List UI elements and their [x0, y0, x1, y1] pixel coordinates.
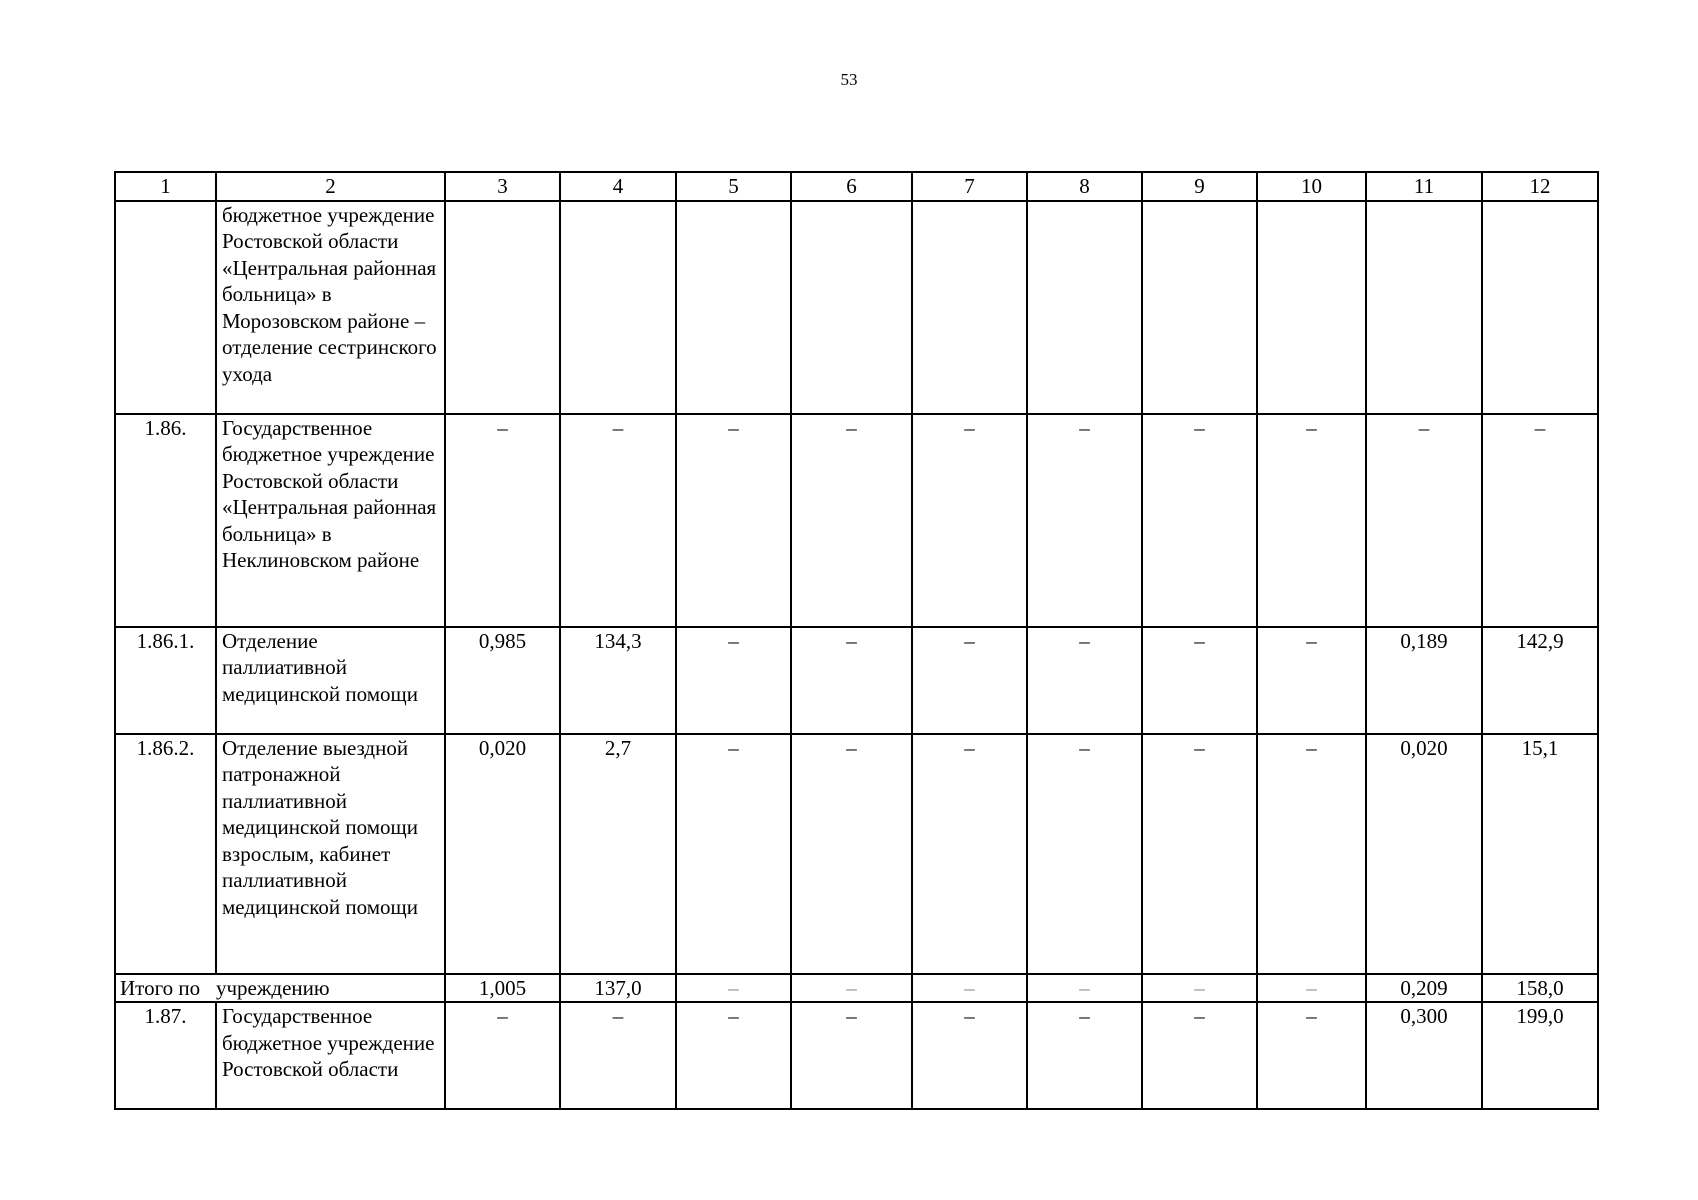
value-cell: –: [1142, 414, 1257, 627]
header-cell: 5: [676, 172, 791, 201]
total-value: 137,0: [560, 974, 676, 1003]
total-label-cont: учреждению: [216, 974, 445, 1003]
total-value: [1027, 974, 1142, 1003]
value-cell: 0,189: [1366, 627, 1482, 734]
value-cell: –: [676, 1002, 791, 1109]
row-number: 1.86.1.: [115, 627, 216, 734]
table-row: [115, 414, 1598, 627]
value-cell: –: [445, 1002, 560, 1109]
header-row: [115, 172, 1598, 201]
value-cell: –: [676, 627, 791, 734]
value-cell: –: [1482, 414, 1598, 627]
value-cell: –: [912, 414, 1027, 627]
header-cell: 4: [560, 172, 676, 201]
value-cell: –: [1257, 1002, 1366, 1109]
row-number: [115, 201, 216, 414]
data-table: [114, 171, 1599, 1110]
value-cell: 199,0: [1482, 1002, 1598, 1109]
total-value: [912, 974, 1027, 1003]
value-cell: –: [912, 734, 1027, 974]
page-number: 53: [840, 70, 858, 89]
total-value-text: –: [846, 975, 857, 1000]
institution-name: Государственное бюджетное учреждение Ростовской области: [216, 1002, 445, 1109]
value-cell: 0,020: [1366, 734, 1482, 974]
value-cell: 142,9: [1482, 627, 1598, 734]
header-cell: 11: [1366, 172, 1482, 201]
value-cell: –: [1142, 1002, 1257, 1109]
total-value: 0,209: [1366, 974, 1482, 1003]
value-cell: –: [912, 627, 1027, 734]
total-value: 1,005: [445, 974, 560, 1003]
header-cell: 7: [912, 172, 1027, 201]
value-cell: –: [1257, 414, 1366, 627]
header-cell: 2: [216, 172, 445, 201]
value-cell: –: [560, 1002, 676, 1109]
value-cell: [791, 201, 912, 414]
value-cell: –: [1257, 627, 1366, 734]
header-cell: 3: [445, 172, 560, 201]
total-label: Итого по: [115, 974, 216, 1003]
total-value: [791, 974, 912, 1003]
total-row: [115, 974, 1598, 1003]
value-cell: [676, 201, 791, 414]
institution-name: бюджетное учреждение Ростовской области «Центральная районная больница» в Морозовском районе – отделение сестринского ухода: [216, 201, 445, 414]
value-cell: –: [791, 414, 912, 627]
value-cell: [912, 201, 1027, 414]
value-cell: 134,3: [560, 627, 676, 734]
total-value: [1142, 974, 1257, 1003]
row-number: 1.86.: [115, 414, 216, 627]
value-cell: [1027, 201, 1142, 414]
value-cell: –: [1027, 414, 1142, 627]
table-row: [115, 734, 1598, 974]
value-cell: –: [1027, 734, 1142, 974]
value-cell: [1366, 201, 1482, 414]
table-row: [115, 1002, 1598, 1109]
value-cell: –: [676, 734, 791, 974]
total-value: 158,0: [1482, 974, 1598, 1003]
department-name: Отделение паллиативной медицинской помощи: [216, 627, 445, 734]
department-name: Отделение выездной патронажной паллиативной медицинской помощи взрослым, кабинет паллиативной медицинской помощи: [216, 734, 445, 974]
value-cell: –: [445, 414, 560, 627]
value-cell: 2,7: [560, 734, 676, 974]
total-value-text: –: [1306, 975, 1317, 1000]
value-cell: –: [1027, 1002, 1142, 1109]
total-value-text: –: [1079, 975, 1090, 1000]
value-cell: –: [791, 1002, 912, 1109]
value-cell: 15,1: [1482, 734, 1598, 974]
value-cell: 0,020: [445, 734, 560, 974]
value-cell: –: [676, 414, 791, 627]
value-cell: [1257, 201, 1366, 414]
value-cell: [1482, 201, 1598, 414]
value-cell: –: [1142, 734, 1257, 974]
value-cell: –: [791, 627, 912, 734]
value-cell: –: [1142, 627, 1257, 734]
total-value-text: –: [728, 975, 739, 1000]
header-cell: 1: [115, 172, 216, 201]
header-cell: 12: [1482, 172, 1598, 201]
value-cell: –: [560, 414, 676, 627]
value-cell: –: [1366, 414, 1482, 627]
total-value: [1257, 974, 1366, 1003]
table-row: [115, 627, 1598, 734]
header-cell: 9: [1142, 172, 1257, 201]
value-cell: 0,985: [445, 627, 560, 734]
value-cell: –: [1257, 734, 1366, 974]
value-cell: –: [791, 734, 912, 974]
institution-name: Государственное бюджетное учреждение Ростовской области «Центральная районная больница» в Неклиновском районе: [216, 414, 445, 627]
total-value-text: –: [1194, 975, 1205, 1000]
header-cell: 10: [1257, 172, 1366, 201]
value-cell: [560, 201, 676, 414]
value-cell: –: [912, 1002, 1027, 1109]
row-number: 1.86.2.: [115, 734, 216, 974]
total-value-text: –: [964, 975, 975, 1000]
value-cell: [1142, 201, 1257, 414]
table-row: [115, 201, 1598, 414]
value-cell: –: [1027, 627, 1142, 734]
value-cell: 0,300: [1366, 1002, 1482, 1109]
total-value: [676, 974, 791, 1003]
header-cell: 8: [1027, 172, 1142, 201]
header-cell: 6: [791, 172, 912, 201]
value-cell: [445, 201, 560, 414]
row-number: 1.87.: [115, 1002, 216, 1109]
